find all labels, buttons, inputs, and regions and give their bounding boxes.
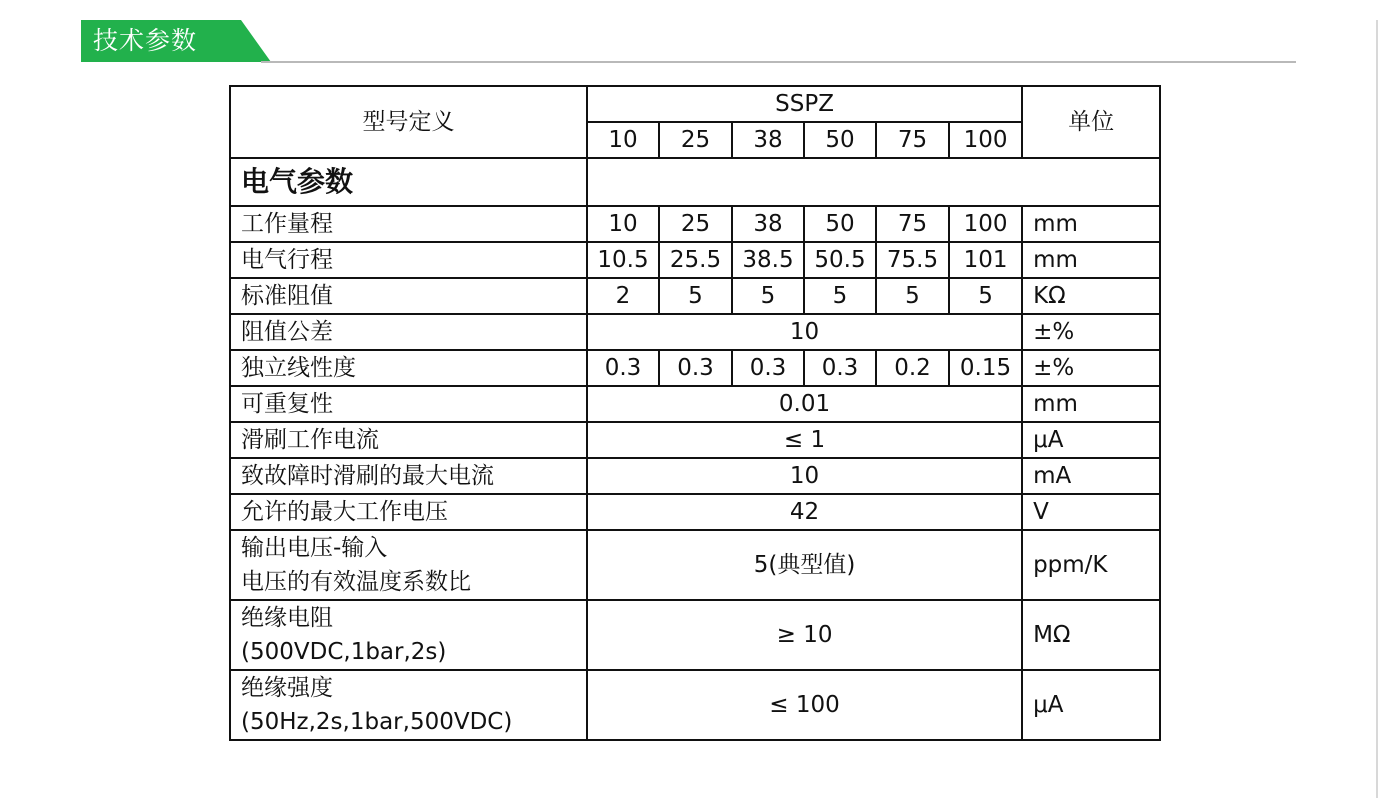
row-label: 标准阻值 [230,278,587,314]
row-value: 10.5 [587,242,659,278]
row-label: 阻值公差 [230,314,587,350]
table-row [230,206,1160,242]
row-label: 工作量程 [230,206,587,242]
section-header [81,20,1296,64]
row-unit: MΩ [1022,600,1160,670]
row-unit: ±% [1022,350,1160,386]
table-row [230,278,1160,314]
row-value: 50.5 [804,242,876,278]
table-row [230,350,1160,386]
group-empty-cell [587,158,1160,206]
row-value: 5 [949,278,1022,314]
row-value: 10 [587,458,1022,494]
model-cell: 38 [732,122,804,158]
row-label: 可重复性 [230,386,587,422]
page-edge-line [1376,20,1378,798]
table-row [230,670,1160,740]
row-label: 滑刷工作电流 [230,422,587,458]
section-title: 技术参数 [93,26,198,55]
row-label-line: 电压的有效温度系数比 [241,569,471,595]
row-value: 38.5 [732,242,804,278]
model-cell: 100 [949,122,1022,158]
row-value: 101 [949,242,1022,278]
row-value: 0.3 [587,350,659,386]
row-value: 5(典型值) [587,530,1022,600]
table-row [230,422,1160,458]
row-label-line: 绝缘电阻 [241,605,333,631]
row-value: 0.2 [876,350,949,386]
model-label: 型号定义 [230,86,587,158]
model-cell: 10 [587,122,659,158]
row-value: 2 [587,278,659,314]
model-cell: 25 [659,122,732,158]
row-value: 5 [804,278,876,314]
row-label-line: (50Hz,2s,1bar,500VDC) [241,709,513,735]
table-row [230,458,1160,494]
row-value: 5 [659,278,732,314]
table-row [230,242,1160,278]
row-value: 0.3 [659,350,732,386]
row-label: 电气行程 [230,242,587,278]
table-row [230,494,1160,530]
row-label-line: (500VDC,1bar,2s) [241,639,447,665]
row-value: ≤ 1 [587,422,1022,458]
row-unit: μA [1022,670,1160,740]
unit-label: 单位 [1022,86,1160,158]
row-value: 100 [949,206,1022,242]
table-row [230,386,1160,422]
table-row [230,530,1160,600]
series-name: SSPZ [587,86,1022,122]
row-label: 致故障时滑刷的最大电流 [230,458,587,494]
row-value: 5 [876,278,949,314]
row-label: 允许的最大工作电压 [230,494,587,530]
row-value: 10 [587,314,1022,350]
row-unit: KΩ [1022,278,1160,314]
model-cell: 75 [876,122,949,158]
table-row [230,600,1160,670]
row-label [230,670,587,740]
row-unit: ±% [1022,314,1160,350]
row-unit: mm [1022,242,1160,278]
table-row [230,314,1160,350]
row-unit: ppm/K [1022,530,1160,600]
row-unit: μA [1022,422,1160,458]
table-header-row [230,86,1160,122]
row-value: 25 [659,206,732,242]
row-value: 0.3 [732,350,804,386]
row-unit: V [1022,494,1160,530]
row-unit: mm [1022,386,1160,422]
section-divider [261,61,1296,63]
row-label-line: 输出电压-输入 [241,535,388,561]
row-value: ≥ 10 [587,600,1022,670]
row-value: 75.5 [876,242,949,278]
row-unit: mm [1022,206,1160,242]
row-unit: mA [1022,458,1160,494]
row-value: ≤ 100 [587,670,1022,740]
row-value: 75 [876,206,949,242]
row-label [230,600,587,670]
row-value: 0.3 [804,350,876,386]
row-value: 50 [804,206,876,242]
group-title: 电气参数 [230,158,587,206]
model-cell: 50 [804,122,876,158]
spec-table [229,85,1161,741]
row-value: 0.01 [587,386,1022,422]
row-value: 5 [732,278,804,314]
row-label: 独立线性度 [230,350,587,386]
row-label [230,530,587,600]
row-value: 38 [732,206,804,242]
row-label-line: 绝缘强度 [241,675,333,701]
group-row [230,158,1160,206]
row-value: 10 [587,206,659,242]
row-value: 25.5 [659,242,732,278]
row-value: 42 [587,494,1022,530]
row-value: 0.15 [949,350,1022,386]
